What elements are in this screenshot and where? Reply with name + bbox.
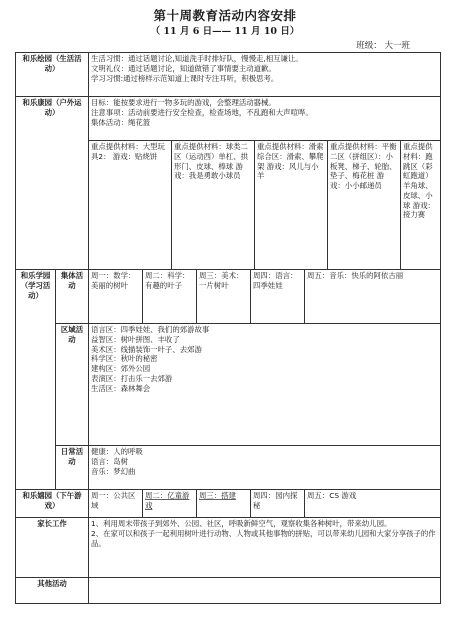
collective-day: 周五：音乐：快乐的阿依古丽 xyxy=(305,270,441,324)
parents-content xyxy=(89,518,441,578)
daily-line: 健康：人的呼吸 xyxy=(91,447,143,456)
material-col: 重点提供材料：滑索综合区：滑索、攀爬架 游戏：风儿与小羊 xyxy=(255,141,328,269)
health-row xyxy=(16,97,441,141)
area-row xyxy=(16,324,441,446)
collective-day: 周四：语言：四季娃娃 xyxy=(251,270,305,324)
class-label: 班级： 大一班 xyxy=(356,41,410,51)
collective-label: 集体活动 xyxy=(56,270,89,324)
collective-day: 周二：科学：有趣的叶子 xyxy=(143,270,197,324)
area-line: 益智区：树叶拼图、丰收了 xyxy=(91,334,180,344)
area-line: 美术区：线描装饰一叶子、去郊游 xyxy=(91,344,202,354)
health-line: 集体活动：绳花篮 xyxy=(91,117,151,127)
area-line: 建构区：郊外公园 xyxy=(91,364,151,374)
page-title: 第十周教育活动内容安排 xyxy=(153,8,297,23)
garden-row xyxy=(16,53,441,97)
material-col: 重点提供材料：跑跳区（彩虹跑道）羊角球、皮球、小球 游戏：接力赛 xyxy=(403,142,435,220)
game-day: 周二：亿童游戏 xyxy=(143,490,197,518)
area-line: 语言区：四季娃娃、我们的郊游故事 xyxy=(91,325,210,334)
garden-line: 学习习惯:通过榜样示范知道上课时专注耳听，积极思考。 xyxy=(91,73,279,83)
health-line: 目标：能按要求进行一物多玩的游戏，会整理活动器械。 xyxy=(91,98,276,107)
game-label: 和乐嬉园（下午游戏） xyxy=(16,490,89,518)
health-line: 注意事项：活动前要进行安全检查，检查场地，不乱跑和大声喧哗。 xyxy=(91,107,313,117)
daily-content xyxy=(89,446,441,490)
game-day: 周三：搭建 xyxy=(197,490,251,518)
collective-day: 周三：美术：一片树叶 xyxy=(197,270,251,324)
study-label: 和乐学园（学习活动） xyxy=(16,270,56,490)
material-col: 重点提供材料：大型玩具2： 游戏：贴烧饼 xyxy=(89,141,172,269)
game-day: 周一：公共区域 xyxy=(89,490,143,518)
parents-row xyxy=(16,518,441,578)
game-row xyxy=(16,490,441,518)
area-line: 生活区：森林舞会 xyxy=(91,383,151,393)
material-col: 重点提供材料：球类二区（运动西）单杠、拱形门、皮球、棒球 游戏：我是勇敢小球员 xyxy=(172,141,255,269)
health-label: 和乐康园（户外运动） xyxy=(16,97,89,270)
game-day: 周五：CS 游戏 xyxy=(305,490,441,518)
health-top xyxy=(89,97,441,141)
daily-row xyxy=(16,446,441,490)
garden-line: 文明礼仪：通过话题讨论，知道做错了事情要主动道歉。 xyxy=(91,63,276,73)
game-day: 周四：园内探秘 xyxy=(251,490,305,518)
parents-line: 2、在家可以和孩子一起利用树叶进行动物、人物或其他事物的拼贴，可以带来幼儿园和大家分享孩子的作品。 xyxy=(91,528,436,548)
area-label: 区域活动 xyxy=(56,324,89,446)
schedule-table xyxy=(15,52,441,604)
other-row xyxy=(16,578,441,604)
area-content xyxy=(89,324,441,446)
garden-content xyxy=(89,53,441,97)
daily-label: 日常活动 xyxy=(56,446,89,490)
material-col: 重点提供材料：平衡二区（拼组区）：小板凳、梯子、轮胎、垫子、梅花桩 游戏：小小邮递员 xyxy=(328,141,401,269)
other-content xyxy=(89,578,441,604)
area-line: 表演区：打击乐一去郊游 xyxy=(91,373,173,383)
collective-row xyxy=(16,270,441,324)
garden-line: 生活习惯：通过话题讨论,知道洗手时排好队，慢慢走,相互谦让。 xyxy=(91,54,303,63)
other-label: 其他活动 xyxy=(16,578,89,604)
daily-line: 语言：岛树 xyxy=(91,456,128,466)
parents-line: 1、利用周末带孩子到郊外、公园、社区，呼吸新鲜空气，观察收集各种树叶，带来幼儿园。 xyxy=(91,519,392,528)
collective-day: 周一：数学：美丽的树叶 xyxy=(89,270,143,324)
area-line: 科学区：秋叶的秘密 xyxy=(91,354,158,364)
garden-label: 和乐绘园（生活活动） xyxy=(16,53,89,97)
parents-label: 家长工作 xyxy=(16,518,89,578)
daily-line: 音乐：梦幻曲 xyxy=(91,466,136,476)
date-range: （ 11 月 6 日—— 11 月 10 日） xyxy=(150,26,300,37)
